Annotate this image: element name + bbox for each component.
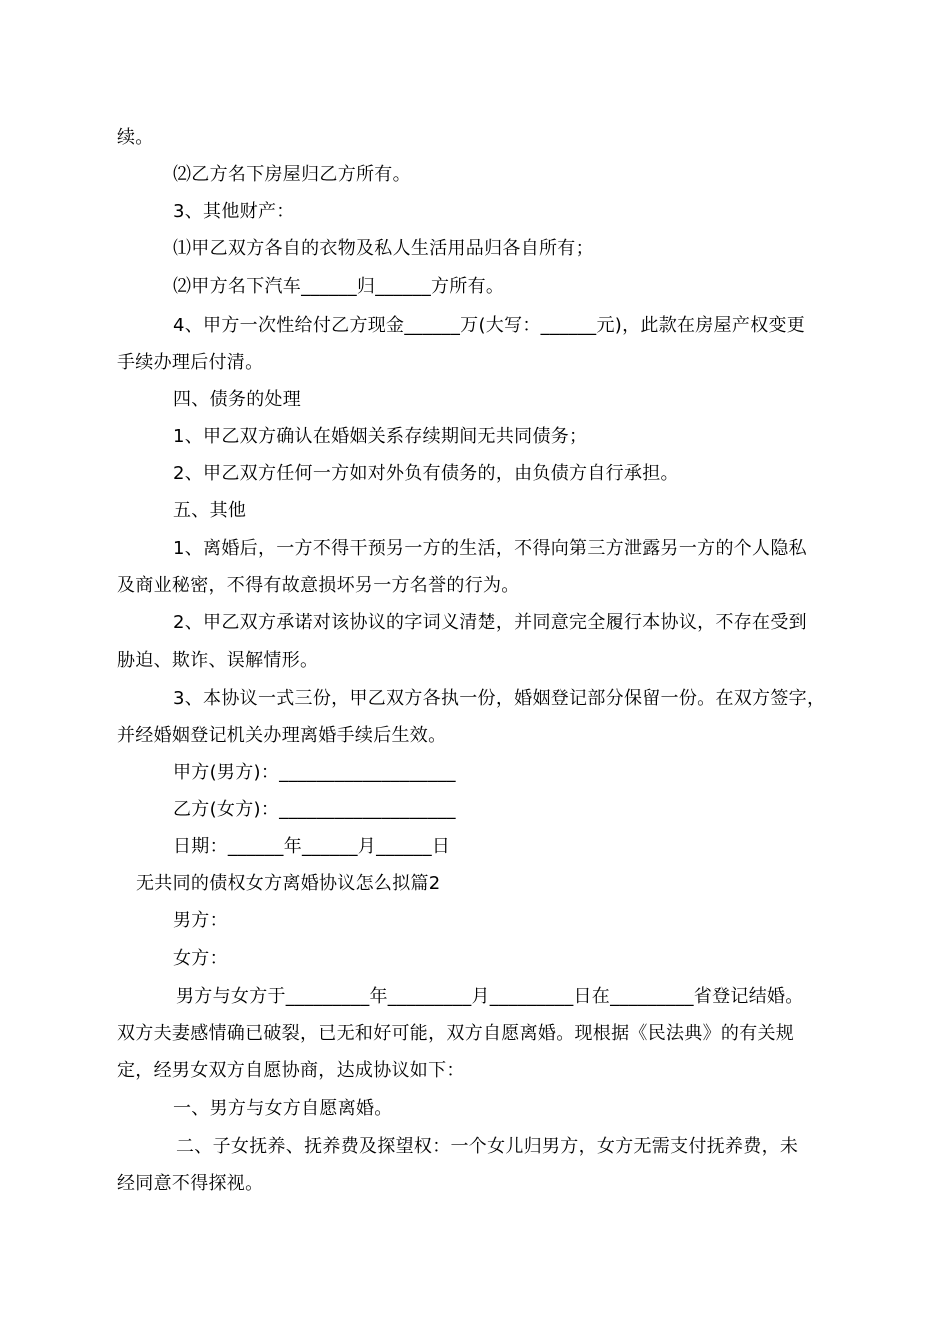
text-line: 双方夫妻感情确已破裂，已无和好可能，双方自愿离婚。现根据《民法典》的有关规 bbox=[117, 1023, 795, 1044]
text-line: 二、子女抚养、抚养费及探望权：一个女儿归男方，女方无需支付抚养费，未 bbox=[176, 1136, 799, 1157]
text-line: ⑴甲乙双方各自的衣物及私人生活用品归各自所有； bbox=[173, 238, 594, 259]
text-line: 4、甲方一次性给付乙方现金______万(大写：______元)，此款在房屋产权变更 bbox=[173, 315, 806, 336]
section-heading: 四、债务的处理 bbox=[173, 389, 302, 410]
text-line: 续。 bbox=[117, 127, 154, 148]
date-line: 日期：______年______月______日 bbox=[173, 836, 451, 857]
text-line: ⑵乙方名下房屋归乙方所有。 bbox=[173, 164, 411, 185]
text-line: 经同意不得探视。 bbox=[117, 1173, 264, 1194]
section-heading: 五、其他 bbox=[173, 500, 247, 521]
text-line: 2、甲乙双方任何一方如对外负有债务的，由负债方自行承担。 bbox=[173, 463, 679, 484]
text-line: 定，经男女双方自愿协商，达成协议如下： bbox=[117, 1060, 465, 1081]
text-line: 并经婚姻登记机关办理离婚手续后生效。 bbox=[117, 725, 447, 746]
text-line: 及商业秘密，不得有故意损坏另一方名誉的行为。 bbox=[117, 575, 520, 596]
article-title: 无共同的债权女方离婚协议怎么拟篇2 bbox=[136, 873, 441, 894]
text-line: 1、甲乙双方确认在婚姻关系存续期间无共同债务； bbox=[173, 426, 588, 447]
text-line: 3、其他财产： bbox=[173, 201, 295, 222]
text-line: 胁迫、欺诈、误解情形。 bbox=[117, 650, 319, 671]
text-line: 一、男方与女方自愿离婚。 bbox=[173, 1098, 393, 1119]
text-line: 手续办理后付清。 bbox=[117, 352, 264, 373]
text-line: 1、离婚后，一方不得干预另一方的生活，不得向第三方泄露另一方的个人隐私 bbox=[173, 538, 807, 559]
text-line: ⑵甲方名下汽车______归______方所有。 bbox=[173, 276, 505, 297]
text-line: 3、本协议一式三份，甲乙双方各执一份，婚姻登记部分保留一份。在双方签字， bbox=[173, 688, 826, 709]
text-line: 女方： bbox=[173, 948, 228, 969]
signature-line-party-a: 甲方(男方)：___________________ bbox=[173, 762, 456, 783]
text-line: 男方与女方于_________年_________月_________日在_________省登记结婚。 bbox=[176, 986, 804, 1007]
text-line: 2、甲乙双方承诺对该协议的字词义清楚，并同意完全履行本协议，不存在受到 bbox=[173, 612, 807, 633]
text-line: 男方： bbox=[173, 910, 228, 931]
signature-line-party-b: 乙方(女方)：___________________ bbox=[173, 799, 456, 820]
